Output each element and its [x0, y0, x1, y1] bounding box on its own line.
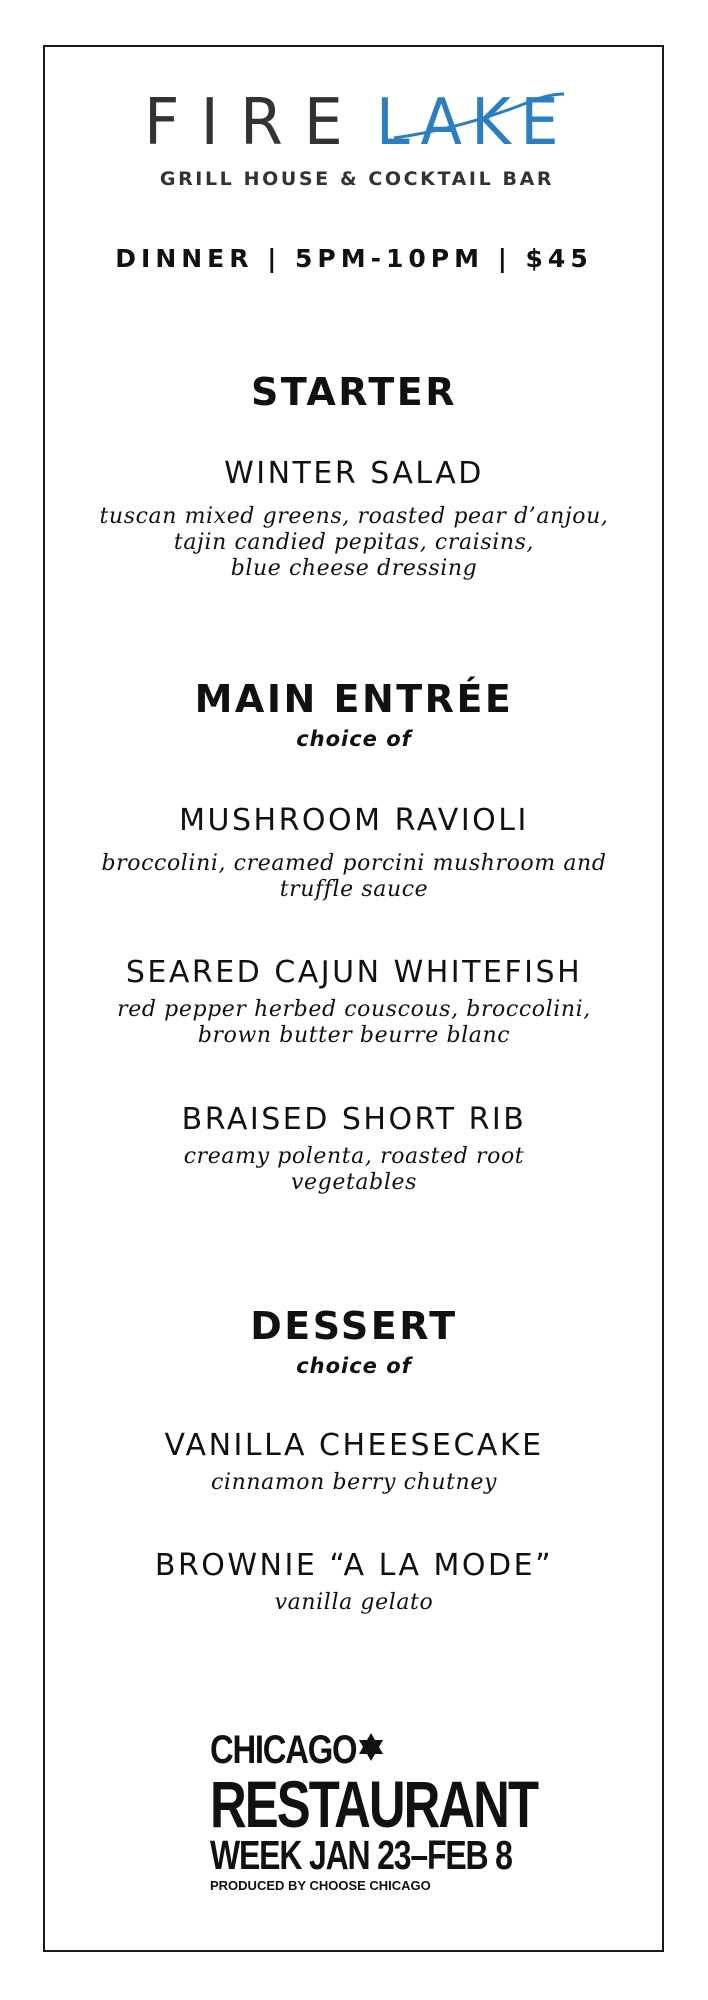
chicago-restaurant-week-logo [210, 1728, 538, 1894]
dish-name: BROWNIE “A LA MODE” [154, 1548, 554, 1583]
logo-lake-text: LAKE [376, 88, 568, 158]
dish-name: BRAISED SHORT RIB [181, 1102, 527, 1137]
description-line: brown butter beurre blanc [197, 1023, 511, 1048]
crw-line-produced-by: PRODUCED BY CHOOSE CHICAGO [210, 1878, 431, 1893]
dish-description [0, 1590, 708, 1616]
dish-description [0, 504, 708, 582]
crw-line-week-dates: WEEK JAN 23–FEB 8 [210, 1832, 512, 1878]
section-title-main: MAIN ENTRÉE [194, 677, 514, 721]
section-title-starter: STARTER [251, 370, 457, 414]
description-line: vegetables [291, 1170, 417, 1195]
description-line: tajin candied pepitas, craisins, [173, 530, 535, 555]
dish-description [0, 1470, 708, 1496]
section-subtitle-main: choice of [296, 727, 412, 751]
dish-name: SEARED CAJUN WHITEFISH [125, 955, 583, 990]
crw-line-chicago: CHICAGO [210, 1728, 357, 1772]
dish-description [0, 851, 708, 903]
description-line: vanilla gelato [274, 1590, 434, 1615]
logo-tagline: GRILL HOUSE & COCKTAIL BAR [159, 168, 555, 190]
description-line: broccolini, creamed porcini mushroom and [101, 851, 607, 876]
section-title-dessert: DESSERT [250, 1304, 458, 1348]
dish-name: VANILLA CHEESECAKE [164, 1428, 544, 1463]
section-subtitle-dessert: choice of [296, 1354, 412, 1378]
description-line: truffle sauce [279, 877, 429, 902]
dish-description [0, 997, 708, 1049]
dish-description [0, 1144, 708, 1196]
firelake-wordmark [144, 88, 570, 158]
dish-name: WINTER SALAD [224, 456, 484, 491]
description-line: tuscan mixed greens, roasted pear d’anjou, [99, 504, 609, 529]
dish-name: MUSHROOM RAVIOLI [179, 803, 529, 838]
description-line: creamy polenta, roasted root [183, 1144, 525, 1169]
description-line: red pepper herbed couscous, broccolini, [117, 997, 591, 1022]
logo-fire-text: FIRE [144, 88, 364, 158]
description-line: blue cheese dressing [230, 556, 478, 581]
service-info: DINNER | 5PM-10PM | $45 [115, 244, 593, 273]
crw-line-restaurant: RESTAURANT [210, 1767, 538, 1841]
description-line: cinnamon berry chutney [211, 1470, 497, 1495]
restaurant-logo [144, 88, 570, 192]
six-point-star-icon [356, 1732, 386, 1762]
